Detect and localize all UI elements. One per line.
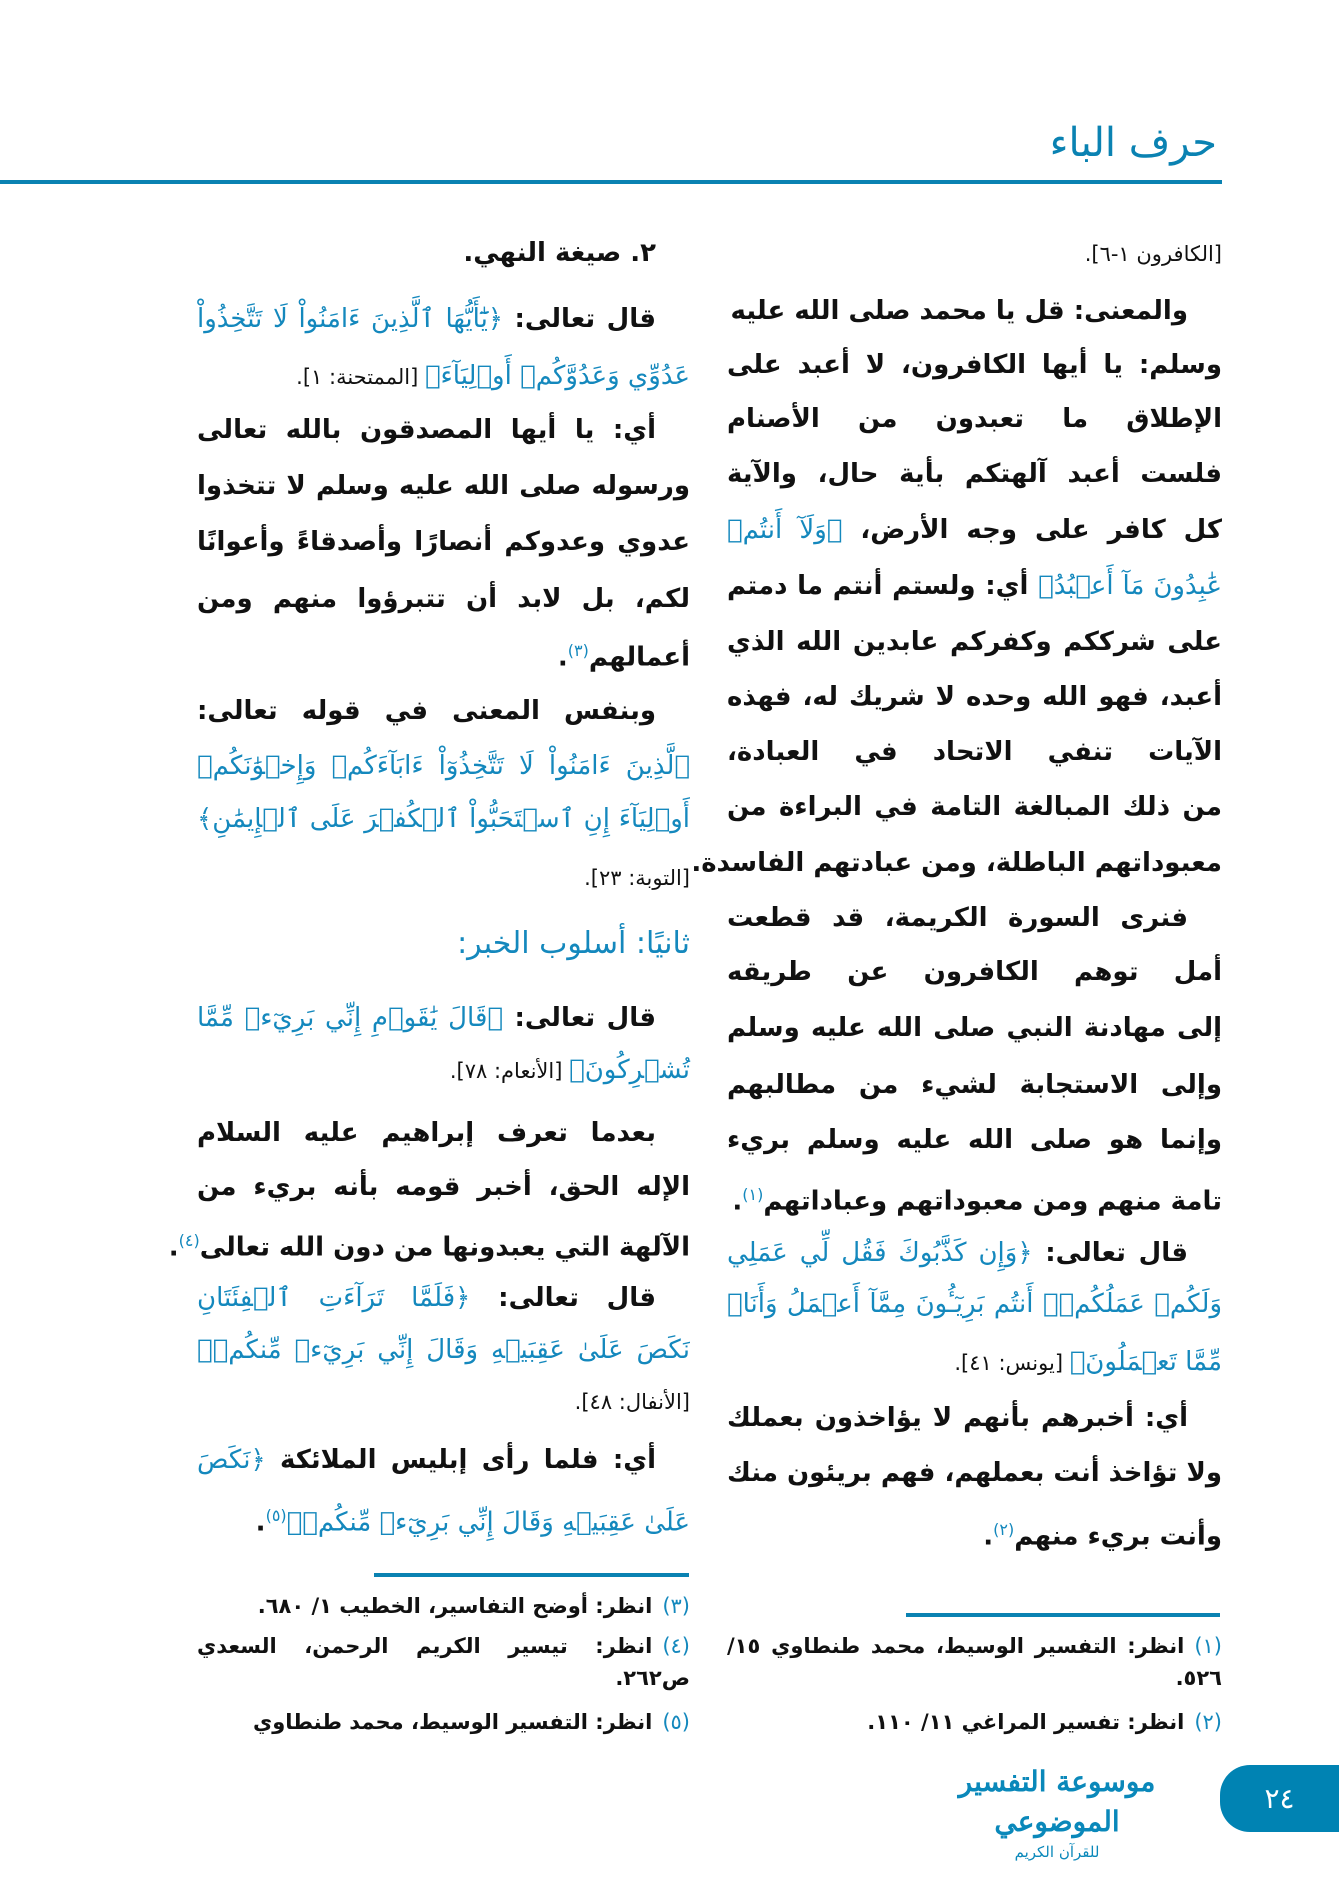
text-line [197,1159,690,1215]
text-line [197,1270,690,1326]
body-text: ورسوله صلى الله عليه وسلم لا تتخذوا [197,471,690,501]
quran-verse: نَكَصَ عَلَىٰ عَقِبَيۡهِ وَقَالَ إِنِّي بَرِيٓءٞ مِّنكُمۡ﴾ [197,1335,690,1365]
verse-reference: [الممتحنة: ١]. [296,365,425,389]
chapter-title: حرف الباء [1049,120,1217,166]
text-line [197,738,690,794]
text-line [727,1334,1222,1390]
body-text: أي: ولستم أنتم ما دمتم [727,571,1039,601]
text-line [197,291,690,347]
text-line [727,1225,1222,1281]
verse-reference: [الأنفال: ٤٨]. [574,1390,690,1414]
logo-subtitle: للقرآن الكريم [1014,1843,1100,1861]
text-line [727,1502,1222,1558]
footnote [197,1706,690,1738]
body-text: الإطلاق ما تعبدون من الأصنام [727,404,1222,434]
body-text: ولا تؤاخذ أنت بعملهم، فهم بريئون منك [727,1458,1222,1488]
body-text: فلست أعبد آلهتكم بأية حال، والآية [727,459,1222,489]
footnote-text: انظر: تيسير الكريم الرحمن، السعدي ص٢٦٢. [197,1634,690,1690]
footnote-marker[interactable]: (٢) [993,1520,1015,1539]
text-line [197,1042,690,1098]
text-line [727,779,1222,835]
footnote [727,1706,1222,1738]
body-text: والمعنى: قل يا محمد صلى الله عليه [730,296,1188,326]
text-line [727,669,1222,725]
footnote-text: انظر: أوضح التفاسير، الخطيب ١/ ٦٨٠. [257,1594,653,1618]
quran-verse: عَدُوِّي وَعَدُوَّكُمۡ أَوۡلِيَآءَ﴾ [424,361,690,391]
footnote-text: انظر: تفسير المراغي ١١/ ١١٠. [867,1710,1185,1734]
body-text: الآيات تنفي الاتحاد في العبادة، [727,737,1222,767]
body-text: الآلهة التي يعبدونها من دون الله تعالى [199,1232,690,1263]
verse-reference: [يونس: ٤١]. [954,1351,1070,1375]
text-line [727,337,1222,393]
body-text: أمل توهم الكافرون عن طريقه [727,957,1222,987]
quran-verse: مِّمَّا تَعۡمَلُونَ﴾ [1069,1347,1222,1377]
body-text: قال تعالى: [503,304,656,334]
body-text: فنرى السورة الكريمة، قد قطعت [727,903,1188,933]
text-line [727,944,1222,1000]
verse-reference: [الأنعام: ٧٨]. [449,1059,570,1083]
quran-verse: ﴿وَلَآ أَنتُمۡ [727,515,843,545]
text-line [197,1322,690,1378]
footnote-number: (٣) [662,1594,690,1618]
body-text: قال تعالى: [470,1283,656,1313]
body-text: وإلى الاستجابة لشيء من مطالبهم [727,1070,1222,1100]
quran-verse: عَلَىٰ عَقِبَيۡهِ وَقَالَ إِنِّي بَرِيٓءٞ مِّنكُمۡ﴾ [286,1507,690,1538]
footnote [727,1630,1222,1694]
quran-verse: تُشۡرِكُونَ﴾ [569,1055,690,1085]
footnote [197,1590,690,1622]
text-line [727,558,1222,614]
body-text: قال تعالى: [502,1003,656,1033]
footnote [197,1630,690,1694]
text-line [691,835,1222,891]
text-line [727,391,1222,447]
footnote-number: (٤) [662,1634,690,1658]
body-text: . [557,642,568,673]
body-text: الإله الحق، أخبر قومه بأنه بريء من [197,1172,690,1202]
text-line [197,990,690,1046]
text-line [727,1000,1222,1056]
footnote-number: (٢) [1194,1710,1222,1734]
body-text: على شرككم وكفركم عابدين الله الذي [727,627,1222,657]
body-text: معبوداتهم الباطلة، ومن عبادتهم الفاسدة. [691,848,1222,878]
encyclopedia-logo [934,1762,1180,1862]
text-line [727,446,1222,502]
text-line [197,1105,690,1161]
verse-reference: [الكافرون ١-٦]. [1084,242,1222,266]
quran-verse: ﴿فَلَمَّا تَرَآءَتِ ٱلۡفِئَتَانِ [197,1283,471,1313]
body-text: لكم، بل لابد أن تتبرؤوا منهم ومن [197,584,690,614]
body-text: كل كافر على وجه الأرض، [842,515,1222,545]
text-line [197,849,690,905]
body-text: إلى مهادنة النبي صلى الله عليه وسلم [727,1013,1222,1043]
text-line [727,225,1222,281]
body-text: أي: يا أيها المصدقون بالله تعالى [197,415,656,445]
body-text: وأنت بريء منهم [1014,1521,1222,1552]
body-text: أعبد، فهو الله وحده لا شريك له، فهذه [727,682,1222,712]
body-text: تامة منهم ومن معبوداتهم وعباداتهم [763,1186,1222,1217]
text-line [727,283,1222,339]
body-text: . [983,1521,994,1552]
text-line [197,571,690,627]
footnote-marker[interactable]: (٣) [567,641,589,660]
page-number-badge: ٢٤ [1220,1765,1339,1832]
text-line [727,1445,1222,1501]
verse-reference: [التوبة: ٢٣]. [584,866,690,890]
body-text: عدوي وعدوكم أنصارًا وأصدقاءً وأعوانًا [197,527,690,557]
body-text: أي: فلما رأى إبليس الملائكة [265,1445,656,1475]
text-line [197,402,690,458]
text-line [197,458,690,514]
quran-verse: ﴿قَالَ يَٰقَوۡمِ إِنِّي بَرِيٓءٞ مِّمَّا [197,1003,503,1033]
text-line [197,623,690,679]
body-text: بعدما تعرف إبراهيم عليه السلام [197,1118,656,1148]
footnote-divider-right [906,1613,1220,1617]
footnote-marker[interactable]: (١) [742,1185,764,1204]
text-line [727,890,1222,946]
quran-verse: ﴿يَٰٓأَيُّهَا ٱلَّذِينَ ءَامَنُواْ لَا تَتَّخِذُواْ [197,304,504,334]
text-line [727,1276,1222,1332]
text-line [197,1488,690,1544]
text-line [197,683,690,739]
text-line [727,1112,1222,1168]
text-line [727,1167,1222,1223]
footnote-number: (١) [1194,1634,1222,1658]
body-text: أي: أخبرهم بأنهم لا يؤاخذون بعملك [727,1403,1188,1433]
text-line [168,1213,690,1269]
footnote-marker[interactable]: (٥) [265,1506,287,1525]
text-line [197,791,690,847]
text-line [197,225,690,281]
quran-verse: وَلَكُمۡ عَمَلُكُمۡۖ أَنتُم بَرِيٓـُٔونَ مِمَّآ أَعۡمَلُ وَأَنَا۠ [727,1289,1222,1319]
body-text: وإنما هو صلى الله عليه وسلم بريء [727,1125,1222,1155]
quran-verse: ٱلَّذِينَ ءَامَنُواْ لَا تَتَّخِذُوٓاْ ءَابَآءَكُمۡ وَإِخۡوَٰنَكُمۡ [197,751,690,781]
text-line [197,514,690,570]
body-text: ٢. صيغة النهي. [463,238,656,268]
footnote-number: (٥) [662,1710,690,1734]
quran-verse: ﴿نَكَصَ [197,1445,266,1475]
text-line [197,1432,690,1488]
body-text: . [732,1186,743,1217]
section-heading: ثانيًا: أسلوب الخبر: [457,926,690,961]
text-line [727,1390,1222,1446]
quran-verse: عَٰبِدُونَ مَآ أَعۡبُدُ﴾ [1038,571,1222,601]
quran-verse: أَوۡلِيَآءَ إِنِ ٱسۡتَحَبُّواْ ٱلۡكُفۡرَ عَلَى ٱلۡإِيمَٰنِ﴾ [197,804,690,834]
text-line [197,1373,690,1429]
body-text: من ذلك المبالغة التامة في البراءة من [727,792,1222,822]
text-line [197,916,690,972]
footnote-divider-left [374,1573,689,1577]
body-text: . [255,1507,266,1538]
body-text: قال تعالى: [1032,1238,1188,1268]
text-line [727,502,1222,558]
text-line [197,348,690,404]
header-divider [0,180,1222,184]
quran-verse: ﴿وَإِن كَذَّبُوكَ فَقُل لِّي عَمَلِي [727,1238,1033,1268]
body-text: . [168,1232,179,1263]
text-line [727,1057,1222,1113]
body-text: وسلم: يا أيها الكافرون، لا أعبد على [727,350,1222,380]
footnote-text: انظر: التفسير الوسيط، محمد طنطاوي [253,1710,653,1734]
logo-title: موسوعة التفسير الموضوعي [958,1765,1156,1838]
footnote-marker[interactable]: (٤) [178,1231,200,1250]
body-text: أعمالهم [588,642,690,673]
text-line [727,614,1222,670]
body-text: وبنفس المعنى في قوله تعالى: [197,696,656,726]
text-line [727,724,1222,780]
footnote-text: انظر: التفسير الوسيط، محمد طنطاوي ١٥/ ٥٢٦. [727,1634,1222,1690]
